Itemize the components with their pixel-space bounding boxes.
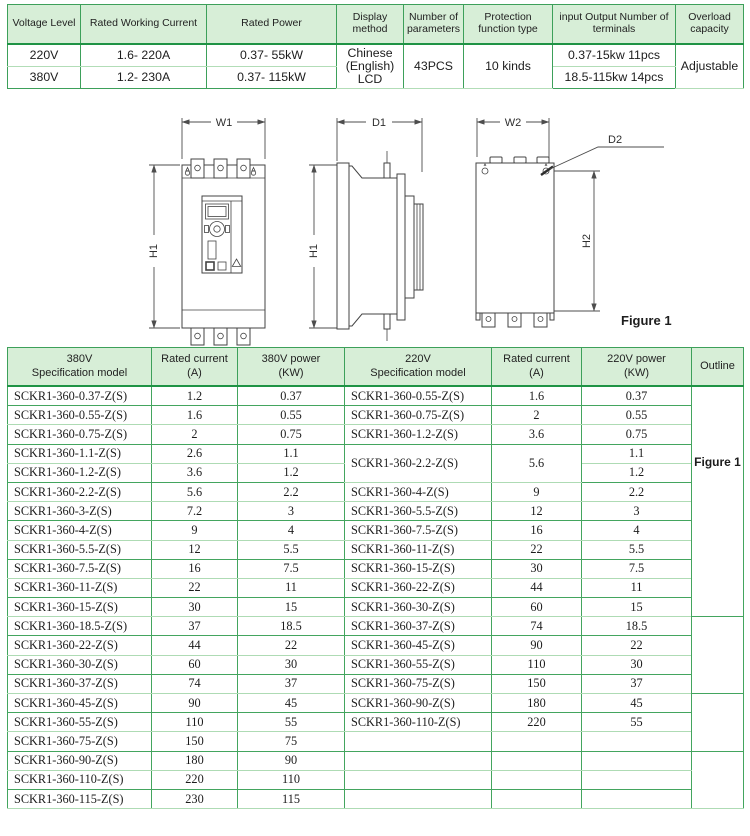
model-380-cell: SCKR1-360-18.5-Z(S) bbox=[8, 617, 152, 636]
power-380-cell: 2.2 bbox=[238, 482, 345, 501]
d1-dimension-label: D1 bbox=[371, 117, 387, 129]
power-380-cell: 45 bbox=[238, 694, 345, 713]
model-380-cell: SCKR1-360-115-Z(S) bbox=[8, 789, 152, 808]
current-380-cell: 37 bbox=[152, 617, 238, 636]
spec-table-row bbox=[8, 502, 744, 521]
model-220-cell: SCKR1-360-45-Z(S) bbox=[345, 636, 492, 655]
back-bottom-terminals bbox=[476, 313, 554, 327]
power-380-cell: 18.5 bbox=[238, 617, 345, 636]
parameters-cell: 43PCS bbox=[404, 44, 464, 89]
spec-table-row bbox=[8, 751, 744, 770]
current-380-cell: 90 bbox=[152, 694, 238, 713]
current-220-cell: 220 bbox=[492, 713, 582, 732]
model-380-cell: SCKR1-360-5.5-Z(S) bbox=[8, 540, 152, 559]
power-220-cell: 1.1 bbox=[582, 444, 692, 463]
power-220-cell bbox=[582, 732, 692, 751]
model-380-cell: SCKR1-360-0.75-Z(S) bbox=[8, 425, 152, 444]
model-220-cell: SCKR1-360-11-Z(S) bbox=[345, 540, 492, 559]
model-380-cell: SCKR1-360-37-Z(S) bbox=[8, 674, 152, 693]
current-380-cell: 16 bbox=[152, 559, 238, 578]
current-220-cell: 1.6 bbox=[492, 386, 582, 406]
header-overload-capacity: Overload capacity bbox=[676, 5, 744, 45]
power-220v-cell: 0.37- 55kW bbox=[207, 44, 337, 67]
model-380-cell: SCKR1-360-110-Z(S) bbox=[8, 770, 152, 789]
current-380-cell: 12 bbox=[152, 540, 238, 559]
model-220-cell: SCKR1-360-15-Z(S) bbox=[345, 559, 492, 578]
model-220-cell bbox=[345, 751, 492, 770]
current-380-cell: 230 bbox=[152, 789, 238, 808]
header-220v-power: 220V power (KW) bbox=[582, 348, 692, 387]
spec-table-row bbox=[8, 521, 744, 540]
model-380-cell: SCKR1-360-2.2-Z(S) bbox=[8, 482, 152, 501]
power-220-cell: 1.2 bbox=[582, 463, 692, 482]
spec-table-row bbox=[8, 425, 744, 444]
power-380-cell: 110 bbox=[238, 770, 345, 789]
front-top-terminals bbox=[185, 159, 255, 178]
header-380v-model: 380V Specification model bbox=[8, 348, 152, 387]
spec-table-row bbox=[8, 789, 744, 808]
model-220-cell: SCKR1-360-5.5-Z(S) bbox=[345, 502, 492, 521]
outline-cell: Figure 1 bbox=[692, 386, 744, 617]
current-380-cell: 220 bbox=[152, 770, 238, 789]
protection-cell: 10 kinds bbox=[464, 44, 553, 89]
spec-table-body bbox=[8, 386, 744, 809]
power-380-cell: 5.5 bbox=[238, 540, 345, 559]
power-220-cell bbox=[582, 789, 692, 808]
power-380-cell: 1.1 bbox=[238, 444, 345, 463]
current-380-cell: 9 bbox=[152, 521, 238, 540]
spec-header-row bbox=[8, 348, 744, 387]
spec-table-row bbox=[8, 655, 744, 674]
power-220-cell: 15 bbox=[582, 598, 692, 617]
back-view-drawing bbox=[476, 115, 672, 328]
model-220-cell: SCKR1-360-4-Z(S) bbox=[345, 482, 492, 501]
model-220-cell: SCKR1-360-7.5-Z(S) bbox=[345, 521, 492, 540]
header-220v-current: Rated current (A) bbox=[492, 348, 582, 387]
power-220-cell: 7.5 bbox=[582, 559, 692, 578]
spec-table-row bbox=[8, 713, 744, 732]
power-220-cell: 5.5 bbox=[582, 540, 692, 559]
spec-table-row bbox=[8, 636, 744, 655]
spec-table-row bbox=[8, 540, 744, 559]
figure-caption: Figure 1 bbox=[621, 313, 672, 328]
power-220-cell: 2.2 bbox=[582, 482, 692, 501]
power-220-cell: 30 bbox=[582, 655, 692, 674]
current-380-cell: 7.2 bbox=[152, 502, 238, 521]
model-220-cell: SCKR1-360-2.2-Z(S) bbox=[345, 444, 492, 482]
power-220-cell: 45 bbox=[582, 694, 692, 713]
current-380-cell: 1.6 bbox=[152, 406, 238, 425]
header-protection-function-type: Protection function type bbox=[464, 5, 553, 45]
outline-cell bbox=[692, 694, 744, 752]
current-220-cell: 12 bbox=[492, 502, 582, 521]
current-220-cell: 150 bbox=[492, 674, 582, 693]
power-380-cell: 4 bbox=[238, 521, 345, 540]
header-number-of-parameters: Number of parameters bbox=[404, 5, 464, 45]
current-220-cell: 90 bbox=[492, 636, 582, 655]
power-380-cell: 1.2 bbox=[238, 463, 345, 482]
spec-table-row bbox=[8, 578, 744, 597]
model-220-cell: SCKR1-360-75-Z(S) bbox=[345, 674, 492, 693]
current-220-cell: 22 bbox=[492, 540, 582, 559]
h2-dimension-label: H2 bbox=[581, 233, 593, 249]
side-view-drawing bbox=[307, 115, 423, 341]
power-220-cell: 0.75 bbox=[582, 425, 692, 444]
spec-table-row bbox=[8, 386, 744, 406]
current-380-cell: 44 bbox=[152, 636, 238, 655]
model-220-cell bbox=[345, 732, 492, 751]
power-220-cell: 0.37 bbox=[582, 386, 692, 406]
current-380-cell: 3.6 bbox=[152, 463, 238, 482]
model-380-cell: SCKR1-360-45-Z(S) bbox=[8, 694, 152, 713]
spec-table-row bbox=[8, 406, 744, 425]
power-380-cell: 0.55 bbox=[238, 406, 345, 425]
power-380-cell: 7.5 bbox=[238, 559, 345, 578]
power-380-cell: 75 bbox=[238, 732, 345, 751]
current-380-cell: 110 bbox=[152, 713, 238, 732]
front-view-drawing bbox=[147, 115, 265, 345]
spec-table-row bbox=[8, 617, 744, 636]
current-220-cell bbox=[492, 789, 582, 808]
model-380-cell: SCKR1-360-1.2-Z(S) bbox=[8, 463, 152, 482]
current-220-cell: 2 bbox=[492, 406, 582, 425]
header-voltage-level: Voltage Level bbox=[8, 5, 81, 45]
w1-dimension-label: W1 bbox=[215, 117, 233, 129]
model-220-cell: SCKR1-360-0.75-Z(S) bbox=[345, 406, 492, 425]
power-220-cell: 37 bbox=[582, 674, 692, 693]
power-380-cell: 0.37 bbox=[238, 386, 345, 406]
summary-row-220v bbox=[8, 44, 744, 67]
power-380-cell: 37 bbox=[238, 674, 345, 693]
current-220-cell: 3.6 bbox=[492, 425, 582, 444]
d2-dimension-label: D2 bbox=[608, 134, 623, 146]
model-220-cell: SCKR1-360-90-Z(S) bbox=[345, 694, 492, 713]
model-380-cell: SCKR1-360-4-Z(S) bbox=[8, 521, 152, 540]
current-220-cell: 44 bbox=[492, 578, 582, 597]
power-220-cell: 22 bbox=[582, 636, 692, 655]
power-380-cell: 30 bbox=[238, 655, 345, 674]
model-220-cell: SCKR1-360-110-Z(S) bbox=[345, 713, 492, 732]
header-io-terminals: input Output Number of terminals bbox=[553, 5, 676, 45]
current-220-cell: 60 bbox=[492, 598, 582, 617]
spec-table-row bbox=[8, 674, 744, 693]
power-220-cell: 0.55 bbox=[582, 406, 692, 425]
h1-side-dimension-label: H1 bbox=[308, 243, 320, 259]
header-display-method: Display method bbox=[337, 5, 404, 45]
current-380-cell: 22 bbox=[152, 578, 238, 597]
voltage-220v-cell: 220V bbox=[8, 44, 81, 67]
model-220-cell: SCKR1-360-55-Z(S) bbox=[345, 655, 492, 674]
model-380-cell: SCKR1-360-0.55-Z(S) bbox=[8, 406, 152, 425]
model-380-cell: SCKR1-360-0.37-Z(S) bbox=[8, 386, 152, 406]
current-220-cell bbox=[492, 751, 582, 770]
overload-cell: Adjustable bbox=[676, 44, 744, 89]
display-method-cell: Chinese (English) LCD bbox=[337, 44, 404, 89]
model-380-cell: SCKR1-360-90-Z(S) bbox=[8, 751, 152, 770]
spec-table-row bbox=[8, 598, 744, 617]
terminals-large-cell: 18.5-115kw 14pcs bbox=[553, 67, 676, 89]
power-220-cell: 55 bbox=[582, 713, 692, 732]
model-220-cell: SCKR1-360-22-Z(S) bbox=[345, 578, 492, 597]
outline-cell bbox=[692, 751, 744, 809]
model-380-cell: SCKR1-360-75-Z(S) bbox=[8, 732, 152, 751]
current-220-cell: 180 bbox=[492, 694, 582, 713]
current-220-cell: 16 bbox=[492, 521, 582, 540]
model-380-cell: SCKR1-360-55-Z(S) bbox=[8, 713, 152, 732]
model-220-cell: SCKR1-360-30-Z(S) bbox=[345, 598, 492, 617]
spec-table-row bbox=[8, 770, 744, 789]
spec-table-row bbox=[8, 732, 744, 751]
model-380-cell: SCKR1-360-30-Z(S) bbox=[8, 655, 152, 674]
power-380-cell: 90 bbox=[238, 751, 345, 770]
current-220-cell: 74 bbox=[492, 617, 582, 636]
model-380-cell: SCKR1-360-3-Z(S) bbox=[8, 502, 152, 521]
current-380-cell: 60 bbox=[152, 655, 238, 674]
outline-drawings bbox=[7, 89, 750, 347]
model-380-cell: SCKR1-360-15-Z(S) bbox=[8, 598, 152, 617]
w2-dimension-label: W2 bbox=[504, 117, 522, 129]
model-380-cell: SCKR1-360-22-Z(S) bbox=[8, 636, 152, 655]
current-380-cell: 74 bbox=[152, 674, 238, 693]
power-220-cell: 18.5 bbox=[582, 617, 692, 636]
model-220-cell: SCKR1-360-1.2-Z(S) bbox=[345, 425, 492, 444]
current-220v-cell: 1.6- 220A bbox=[81, 44, 207, 67]
current-220-cell bbox=[492, 732, 582, 751]
header-220v-model: 220V Specification model bbox=[345, 348, 492, 387]
header-rated-power: Rated Power bbox=[207, 5, 337, 45]
power-220-cell: 11 bbox=[582, 578, 692, 597]
current-220-cell: 9 bbox=[492, 482, 582, 501]
current-380-cell: 150 bbox=[152, 732, 238, 751]
model-380-cell: SCKR1-360-11-Z(S) bbox=[8, 578, 152, 597]
specification-table bbox=[7, 347, 744, 809]
model-380-cell: SCKR1-360-1.1-Z(S) bbox=[8, 444, 152, 463]
current-220-cell bbox=[492, 770, 582, 789]
header-380v-current: Rated current (A) bbox=[152, 348, 238, 387]
h1-front-dimension-label: H1 bbox=[148, 243, 160, 259]
spec-table-row bbox=[8, 559, 744, 578]
power-380-cell: 22 bbox=[238, 636, 345, 655]
model-380-cell: SCKR1-360-7.5-Z(S) bbox=[8, 559, 152, 578]
model-220-cell bbox=[345, 770, 492, 789]
current-380v-cell: 1.2- 230A bbox=[81, 67, 207, 89]
current-380-cell: 5.6 bbox=[152, 482, 238, 501]
power-220-cell bbox=[582, 770, 692, 789]
model-220-cell: SCKR1-360-37-Z(S) bbox=[345, 617, 492, 636]
current-380-cell: 2 bbox=[152, 425, 238, 444]
current-220-cell: 5.6 bbox=[492, 444, 582, 482]
power-380-cell: 11 bbox=[238, 578, 345, 597]
current-380-cell: 1.2 bbox=[152, 386, 238, 406]
front-bottom-terminals bbox=[191, 328, 250, 345]
keypad-panel bbox=[202, 196, 242, 273]
summary-header-row bbox=[8, 5, 744, 45]
spec-table-row bbox=[8, 482, 744, 501]
terminals-small-cell: 0.37-15kw 11pcs bbox=[553, 44, 676, 67]
power-220-cell bbox=[582, 751, 692, 770]
current-380-cell: 30 bbox=[152, 598, 238, 617]
header-outline: Outline bbox=[692, 348, 744, 387]
current-220-cell: 30 bbox=[492, 559, 582, 578]
power-380-cell: 55 bbox=[238, 713, 345, 732]
current-380-cell: 2.6 bbox=[152, 444, 238, 463]
dimension-drawing-svg bbox=[7, 89, 750, 347]
power-380-cell: 15 bbox=[238, 598, 345, 617]
header-380v-power: 380V power (KW) bbox=[238, 348, 345, 387]
spec-table-row bbox=[8, 694, 744, 713]
power-220-cell: 4 bbox=[582, 521, 692, 540]
voltage-380v-cell: 380V bbox=[8, 67, 81, 89]
header-rated-working-current: Rated Working Current bbox=[81, 5, 207, 45]
outline-cell bbox=[692, 617, 744, 694]
power-380-cell: 3 bbox=[238, 502, 345, 521]
summary-table bbox=[7, 4, 744, 89]
model-220-cell: SCKR1-360-0.55-Z(S) bbox=[345, 386, 492, 406]
current-220-cell: 110 bbox=[492, 655, 582, 674]
spec-table-row bbox=[8, 444, 744, 463]
power-220-cell: 3 bbox=[582, 502, 692, 521]
power-380-cell: 115 bbox=[238, 789, 345, 808]
power-380-cell: 0.75 bbox=[238, 425, 345, 444]
model-220-cell bbox=[345, 789, 492, 808]
power-380v-cell: 0.37- 115kW bbox=[207, 67, 337, 89]
current-380-cell: 180 bbox=[152, 751, 238, 770]
